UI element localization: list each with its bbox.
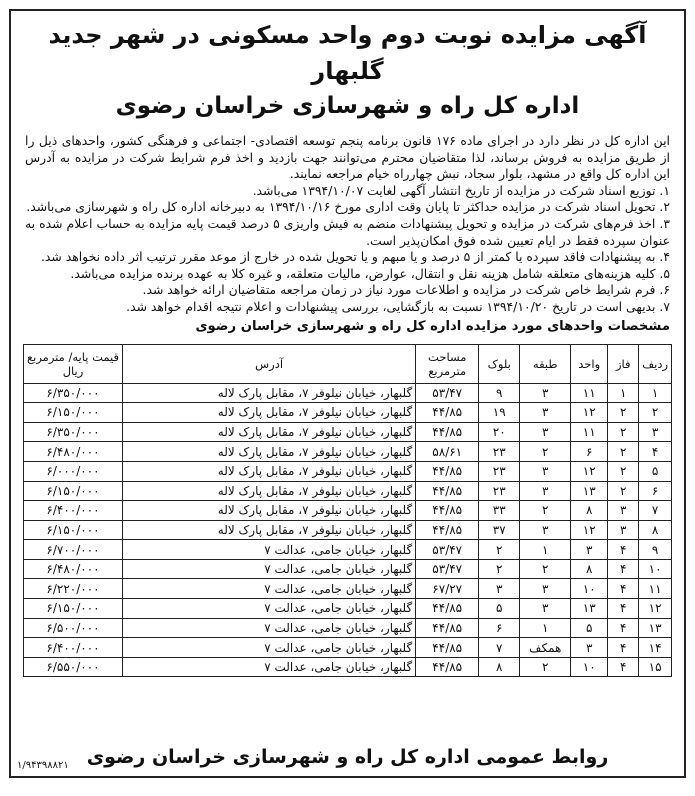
cell-area: ۴۴/۸۵ [416,461,479,481]
table-row [24,579,672,599]
cell-area: ۶۷/۲۷ [416,579,479,599]
cell-area: ۴۴/۸۵ [416,638,479,658]
cell-base-price: ۶/۱۵۰/۰۰۰ [24,599,123,619]
cell-unit: ۱۲ [571,520,608,540]
cell-floor: ۳ [520,599,571,619]
cell-row-number: ۸ [639,520,672,540]
cell-floor: ۲ [520,559,571,579]
cell-area: ۴۴/۸۵ [416,520,479,540]
page-title [19,17,676,123]
table-row [24,501,672,521]
cell-block: ۵ [479,599,520,619]
cell-block: ۷ [479,638,520,658]
cell-base-price: ۶/۵۵۰/۰۰۰ [24,657,123,677]
cell-phase: ۴ [608,579,639,599]
cell-floor: ۱ [520,540,571,560]
advertisement [9,9,686,778]
header-base-price: قیمت پایه/ مترمربع ریال [24,344,123,383]
cell-address: گلبهار، خیابان نیلوفر ۷، مقابل پارک لاله [123,422,416,442]
cell-unit: ۳ [571,540,608,560]
cell-area: ۵۳/۴۷ [416,383,479,403]
cell-floor: ۲ [520,501,571,521]
cell-unit: ۱۰ [571,657,608,677]
cell-block: ۶ [479,618,520,638]
table-header-row [24,344,672,383]
cell-row-number: ۱۲ [639,599,672,619]
table-row [24,599,672,619]
cell-base-price: ۶/۳۵۰/۰۰۰ [24,383,123,403]
cell-row-number: ۶ [639,481,672,501]
ad-code: ۱/۹۴۳۹۸۸۲۱ [17,760,69,771]
cell-floor: ۳ [520,461,571,481]
cell-phase: ۲ [608,461,639,481]
cell-address: گلبهار، خیابان جامی، عدالت ۷ [123,657,416,677]
cell-address: گلبهار، خیابان نیلوفر ۷، مقابل پارک لاله [123,383,416,403]
cell-phase: ۴ [608,559,639,579]
cell-address: گلبهار، خیابان نیلوفر ۷، مقابل پارک لاله [123,481,416,501]
header-phase: فاز [608,344,639,383]
cell-floor: ۳ [520,520,571,540]
table-row [24,422,672,442]
table-row [24,442,672,462]
cell-base-price: ۶/۴۰۰/۰۰۰ [24,638,123,658]
cell-unit: ۱۱ [571,383,608,403]
cell-floor: ۳ [520,383,571,403]
header-block: بلوک [479,344,520,383]
cell-address: گلبهار، خیابان نیلوفر ۷، مقابل پارک لاله [123,520,416,540]
cell-address: گلبهار، خیابان نیلوفر ۷، مقابل پارک لاله [123,403,416,423]
table-row [24,481,672,501]
cell-row-number: ۱۳ [639,618,672,638]
cell-unit: ۱۳ [571,599,608,619]
cell-phase: ۴ [608,540,639,560]
cell-floor: ۲ [520,442,571,462]
header-area: مساحت مترمربع [416,344,479,383]
cell-floor: ۲ [520,657,571,677]
condition-7: ۷. بدیهی است در تاریخ ۱۳۹۴/۱۰/۲۰ نسبت به بازگشایی، بررسی پیشنهادات و اعلام نتیجه اقدام خواهد شد. [126,298,670,314]
title-line-2: اداره کل راه و شهرسازی خراسان رضوی [115,93,580,119]
cell-phase: ۳ [608,520,639,540]
cell-unit: ۸ [571,559,608,579]
cell-unit: ۱۲ [571,403,608,423]
cell-unit: ۱۲ [571,461,608,481]
cell-row-number: ۴ [639,442,672,462]
cell-row-number: ۹ [639,540,672,560]
cell-phase: ۴ [608,657,639,677]
cell-phase: ۱ [608,383,639,403]
cell-address: گلبهار، خیابان نیلوفر ۷، مقابل پارک لاله [123,442,416,462]
cell-row-number: ۵ [639,461,672,481]
cell-row-number: ۲ [639,403,672,423]
cell-address: گلبهار، خیابان نیلوفر ۷، مقابل پارک لاله [123,501,416,521]
announcement-body [25,133,670,316]
cell-block: ۱۹ [479,403,520,423]
cell-address: گلبهار، خیابان نیلوفر ۷، مقابل پارک لاله [123,461,416,481]
cell-base-price: ۶/۴۰۰/۰۰۰ [24,501,123,521]
cell-unit: ۱۳ [571,481,608,501]
units-table [23,344,672,678]
units-table-body [24,383,672,677]
cell-row-number: ۱۰ [639,559,672,579]
cell-area: ۴۴/۸۵ [416,422,479,442]
cell-base-price: ۶/۱۵۰/۰۰۰ [24,520,123,540]
cell-floor: ۳ [520,422,571,442]
cell-area: ۵۳/۴۷ [416,540,479,560]
table-row [24,657,672,677]
condition-3: ۳. اخذ فرم‌های شرکت در مزایده و تحویل پیشنهادات منضم به فیش واریزی ۵ درصد قیمت پایه مزایده به حساب اعلام شده به عنوان سپرده فقط در ایام تعیین شده فوق امکان‌پذیر است. [25,215,670,248]
table-row [24,638,672,658]
cell-base-price: ۶/۷۰۰/۰۰۰ [24,540,123,560]
table-row [24,383,672,403]
cell-base-price: ۶/۰۰۰/۰۰۰ [24,461,123,481]
header-floor: طبقه [520,344,571,383]
cell-address: گلبهار، خیابان جامی، عدالت ۷ [123,559,416,579]
condition-1: ۱. توزیع اسناد شرکت در مزایده از تاریخ انتشار آگهی لغایت ۱۳۹۴/۱۰/۰۷ می‌باشد. [252,182,670,198]
cell-block: ۹ [479,383,520,403]
cell-block: ۲۳ [479,461,520,481]
cell-block: ۳ [479,579,520,599]
table-row [24,559,672,579]
table-row [24,403,672,423]
cell-row-number: ۱ [639,383,672,403]
header-unit: واحد [571,344,608,383]
cell-row-number: ۱۴ [639,638,672,658]
table-row [24,540,672,560]
cell-phase: ۲ [608,422,639,442]
cell-unit: ۸ [571,501,608,521]
cell-row-number: ۳ [639,422,672,442]
cell-address: گلبهار، خیابان جامی، عدالت ۷ [123,599,416,619]
table-row [24,520,672,540]
cell-phase: ۲ [608,403,639,423]
table-row [24,618,672,638]
cell-row-number: ۱۱ [639,579,672,599]
cell-phase: ۴ [608,638,639,658]
cell-base-price: ۶/۲۲۰/۰۰۰ [24,579,123,599]
condition-2: ۲. تحویل اسناد شرکت در مزایده حداکثر تا پایان وقت اداری مورخ ۱۳۹۴/۱۰/۱۶ به دبیرخانه اداره کل راه و شهرسازی می‌باشد. [26,199,670,215]
cell-area: ۴۴/۸۵ [416,501,479,521]
condition-6: ۶. فرم شرایط خاص شرکت در مزایده و اطلاعات مورد نیاز در زمان مراجعه متقاضیان ارائه خواهد شد. [142,282,670,298]
cell-row-number: ۷ [639,501,672,521]
cell-area: ۴۴/۸۵ [416,657,479,677]
cell-address: گلبهار، خیابان جامی، عدالت ۷ [123,618,416,638]
table-caption: مشخصات واحدهای مورد مزایده اداره کل راه و شهرسازی خراسان رضوی [195,318,670,334]
title-line-1: آگهی مزایده نوبت دوم واحد مسکونی در شهر جدید گلبهار [48,21,647,85]
cell-area: ۵۳/۴۷ [416,559,479,579]
cell-block: ۲۰ [479,422,520,442]
footer-public-relations: روابط عمومی اداره کل راه و شهرسازی خراسان رضوی [86,746,609,768]
cell-block: ۳۷ [479,520,520,540]
cell-block: ۳۳ [479,501,520,521]
cell-address: گلبهار، خیابان جامی، عدالت ۷ [123,540,416,560]
cell-unit: ۶ [571,442,608,462]
cell-phase: ۳ [608,501,639,521]
cell-unit: ۵ [571,618,608,638]
cell-unit: ۱۱ [571,422,608,442]
table-row [24,461,672,481]
cell-base-price: ۶/۱۵۰/۰۰۰ [24,481,123,501]
cell-base-price: ۶/۴۸۰/۰۰۰ [24,559,123,579]
cell-base-price: ۶/۳۵۰/۰۰۰ [24,422,123,442]
cell-unit: ۱۰ [571,579,608,599]
cell-floor: ۳ [520,579,571,599]
cell-area: ۵۸/۶۱ [416,442,479,462]
cell-phase: ۲ [608,442,639,462]
cell-floor: ۱ [520,618,571,638]
cell-floor: ۳ [520,481,571,501]
cell-area: ۴۴/۸۵ [416,618,479,638]
condition-4: ۴. به پیشنهادات فاقد سپرده یا کمتر از ۵ درصد و یا مبهم و یا تحویل شده در خارج از موعد مقرر ترتیب اثر داده نخواهد شد. [40,249,670,265]
cell-unit: ۳ [571,638,608,658]
condition-5: ۵. کلیه هزینه‌های متعلقه شامل هزینه نقل و انتقال، عوارض، مالیات متعلقه، و غیره کلا به عهده برنده مزایده می‌باشد. [70,265,670,281]
cell-base-price: ۶/۵۰۰/۰۰۰ [24,618,123,638]
cell-area: ۴۴/۸۵ [416,403,479,423]
cell-area: ۴۴/۸۵ [416,481,479,501]
cell-area: ۴۴/۸۵ [416,599,479,619]
cell-block: ۲۳ [479,481,520,501]
cell-row-number: ۱۵ [639,657,672,677]
intro-paragraph: این اداره کل در نظر دارد در اجرای ماده ۱۷۶ قانون برنامه پنجم توسعه اقتصادی- اجتماعی و فرهنگی کشور، واحدهای ذیل را از طریق مزایده به فروش برساند، لذا متقاضیان محترم می‌توانند جهت بازدید و اخذ فرم شرایط شرکت در مزایده به آدرس این اداره کل واقع در مشهد، بلوار سجاد، نبش چهارراه خیام مراجعه نمایند. [25,133,670,182]
cell-phase: ۴ [608,618,639,638]
cell-block: ۲ [479,540,520,560]
cell-floor: ۳ [520,403,571,423]
header-row-number: ردیف [639,344,672,383]
cell-phase: ۴ [608,599,639,619]
cell-base-price: ۶/۴۸۰/۰۰۰ [24,442,123,462]
cell-address: گلبهار، خیابان جامی، عدالت ۷ [123,579,416,599]
cell-address: گلبهار، خیابان جامی، عدالت ۷ [123,638,416,658]
cell-phase: ۲ [608,481,639,501]
header-address: آدرس [123,344,416,383]
cell-floor: همکف [520,638,571,658]
cell-block: ۲ [479,559,520,579]
cell-block: ۲۳ [479,442,520,462]
cell-base-price: ۶/۱۵۰/۰۰۰ [24,403,123,423]
cell-block: ۸ [479,657,520,677]
